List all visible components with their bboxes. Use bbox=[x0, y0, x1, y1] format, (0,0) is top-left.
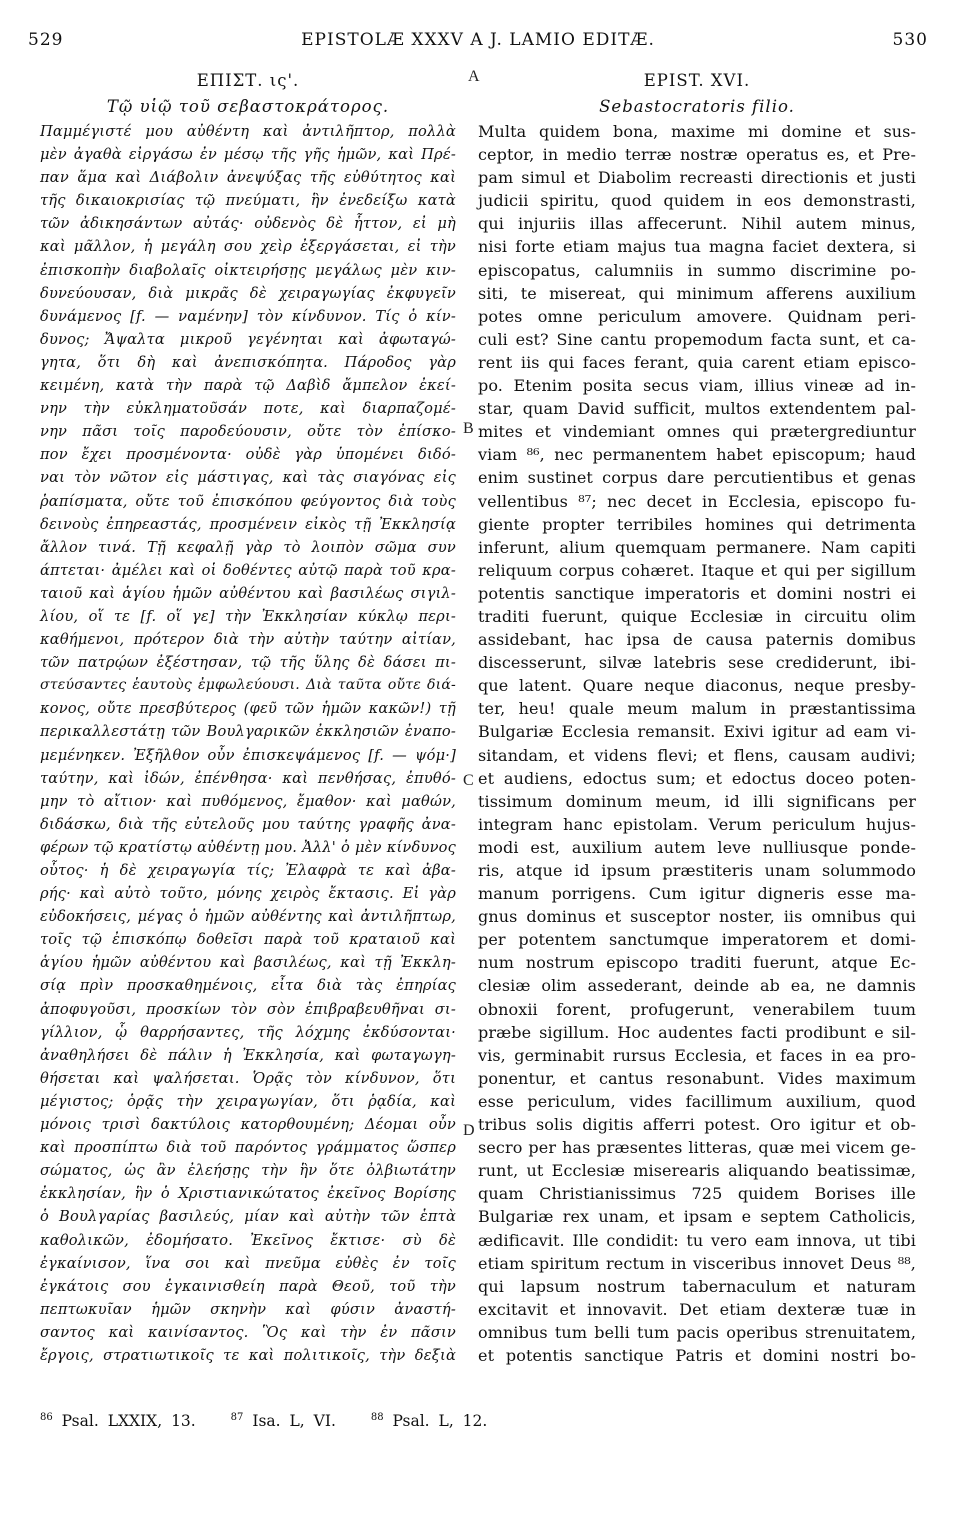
footnote-87 bbox=[231, 1412, 336, 1430]
latin-text-line: Multa quidem bona, maxime mi domine et sus- bbox=[478, 122, 916, 141]
latin-text-line: manum porrigens. Cum igitur digneris esse ma- bbox=[478, 884, 916, 904]
greek-text-line: ἐκκλησίαν, ἣν ὁ Χριστιανικώτατος ἐκεῖνος Βορίσης bbox=[40, 1185, 456, 1203]
greek-text-line: κειμένη, κατὰ τὴν παρὰ τῷ Δαβὶδ ἄμπελον ἐκεί- bbox=[40, 377, 456, 395]
latin-text-line: episcopatus, calumniis in summo discrimine po- bbox=[478, 260, 916, 280]
greek-text-line: μην τὸ αἴτιον· καὶ πυθόμενος, ἔμαθον· καὶ μαθών, bbox=[40, 792, 456, 810]
latin-text-line: Bulgariæ Ecclesia remansit. Exivi igitur ad eam vi- bbox=[478, 722, 916, 742]
latin-text-line: siti, te misereat, qui minimum afferens auxilium bbox=[478, 283, 916, 303]
latin-text-line: potes omne periculum amovere. Quidnam peri- bbox=[478, 306, 916, 326]
latin-text-line: integram hanc epistolam. Verum periculum hujus- bbox=[478, 814, 916, 834]
greek-text-line: παν ἅμα καὶ Διάβολιν ἀνεψύξας τῆς εὐθύτητος καὶ bbox=[40, 169, 456, 187]
latin-text-line: num nostrum episcopo traditi fuerunt, atque Ec- bbox=[478, 953, 916, 973]
greek-text-line: οὗτος· ἡ δὲ χειραγωγία τίς; Ἐλαφρὰ τε καὶ ἀβα- bbox=[40, 862, 456, 879]
latin-text-line: potentis sanctique imperatoris et domini nostri ei bbox=[478, 583, 916, 603]
greek-epistle-heading: ΕΠΙΣΤ. ις'. bbox=[196, 71, 300, 90]
greek-text-line: ἀναθηλήσει δὲ πάλιν ἡ Ἐκκλησία, καὶ φωταγωγη- bbox=[40, 1046, 456, 1064]
footnote-number: 87 bbox=[230, 1412, 244, 1423]
latin-text-line: rent iis qui faces ferant, quia carent etiam episco- bbox=[478, 352, 916, 372]
greek-text-line: καθήμενοι, πρότερον διὰ τὴν αὐτὴν ταύτην αἰτίαν, bbox=[40, 631, 456, 649]
latin-text-line: clesiæ olim assederant, deinde ab ea, ne damnis bbox=[478, 976, 916, 996]
latin-text-line: star, quam David sufficit, multos extendentem pal- bbox=[478, 399, 916, 419]
greek-text-line: ταύτην, καὶ ἰδών, ἐπένθησα· καὶ πενθήσας, ἐπυθό- bbox=[40, 769, 456, 787]
footnote-86 bbox=[40, 1412, 196, 1430]
greek-text-line: καθολικῶν, ἐδομήσατο. Ἐκεῖνος ἔκτισε· σὺ δὲ bbox=[40, 1231, 456, 1249]
greek-text-line: Παμμέγιστέ μου αὐθέντη καὶ ἀντιλῆπτορ, πολλὰ bbox=[40, 123, 456, 140]
latin-column bbox=[478, 68, 916, 1367]
greek-text-line: ναι τὸν νῶτον εἰς μάστιγας, καὶ τὰς σιαγόνας εἰς bbox=[40, 469, 456, 487]
latin-text-line: quam Christianissimus 725 quidem Borises ille bbox=[478, 1184, 916, 1204]
latin-epistle-address: Sebastocratoris filio. bbox=[599, 97, 795, 116]
latin-text-line: assidebant, hac ipsa de causa paternis domibus bbox=[478, 630, 916, 650]
greek-epistle-address: Τῷ υἱῷ τοῦ σεβαστοκράτορος. bbox=[106, 97, 390, 116]
greek-text-body bbox=[40, 120, 456, 1367]
footnote-text: Isa. L, VI. bbox=[252, 1412, 336, 1431]
greek-text-line: περικαλλεστάτῃ τῶν Βουλγαρικῶν ἐκκλησιῶν ἐναπο- bbox=[40, 723, 456, 741]
greek-text-line: καὶ προσπίπτω διὰ τοῦ παρόντος γράμματος ὥσπερ bbox=[40, 1139, 456, 1157]
latin-text-line: enim sustinet corpus dare percutientibus et genas bbox=[478, 468, 916, 488]
footnote-number: 88 bbox=[370, 1412, 384, 1423]
greek-text-line: ἁγίου ἡμῶν αὐθέντου καὶ βασιλέως, καὶ τῇ Ἐκκλη- bbox=[40, 954, 456, 972]
running-title: EPISTOLÆ XXXV A J. LAMIO EDITÆ. bbox=[301, 30, 655, 50]
greek-text-line: ὁ Βουλγαρίας βασιλεύς, μίαν καὶ αὐτὴν τῶν ἑπτὰ bbox=[40, 1208, 456, 1226]
latin-text-line: qui injuriis illas affecerunt. Nihil autem minus, bbox=[478, 214, 916, 234]
greek-text-line: μέγιστος; ὁρᾷς τὴν χειραγωγίαν, ὅτι ῥᾳδία, καὶ bbox=[40, 1092, 456, 1110]
greek-text-line: τοῖς τῷ ἐπισκόπῳ δοθεῖσι παρὰ τοῦ κραταιοῦ καὶ bbox=[40, 931, 456, 949]
greek-text-line: νην πᾶσι τοῖς παροδεύουσιν, οὔτε τὸν ἐπίσκο- bbox=[40, 423, 456, 441]
latin-text-line: tribus solis digitis afferri potest. Oro igitur et ob- bbox=[478, 1115, 916, 1135]
latin-text-line: modi est, auxilium autem leve nulliusque ponde- bbox=[478, 837, 916, 857]
greek-text-line: ἄλλον τινά. Τῇ κεφαλῇ γὰρ τὸ λοιπὸν σῶμα συν bbox=[40, 538, 456, 556]
latin-text-line: Bulgariæ rex unam, et ipsam e septem Catholicis, bbox=[478, 1207, 916, 1227]
latin-epistle-heading: EPIST. XVI. bbox=[643, 71, 751, 90]
section-marker-d: D bbox=[463, 1122, 475, 1139]
latin-text-line: per potentem sanctumque imperatorem et domi- bbox=[478, 930, 916, 950]
greek-text-line: ἀποφυγοῦσι, προσκίων τὸν σὸν ἐπιβραβευθῆναι σι- bbox=[40, 1000, 456, 1018]
latin-text-line: ris, atque id ipsum præstiteris unam solummodo bbox=[478, 861, 916, 880]
greek-text-line: μὲν ἀγαθὰ εἰργάσω ἐν μέσῳ τῆς γῆς ἡμῶν, καὶ Πρέ- bbox=[40, 146, 456, 164]
greek-text-line: στεύσαντες ἑαυτοὺς ἐμφωλεύουσι. Διὰ ταῦτα οὔτε διά- bbox=[40, 677, 456, 694]
latin-text-line: po. Etenim posita secus viam, illius vineæ ad in- bbox=[478, 376, 916, 396]
footnote-number: 86 bbox=[40, 1412, 53, 1423]
latin-text-line: traditi fuerunt, quique Ecclesiæ in circuitu olim bbox=[478, 606, 916, 626]
latin-text-line: ter, heu! quale meum malum in præstantissima bbox=[478, 699, 916, 719]
greek-text-line: γίλλιον, ᾧ θαρρήσαντες, τῆς λόχμης ἐκδύσονται· bbox=[40, 1023, 456, 1041]
latin-text-line: et potentis sanctique Patris et domini nostri bo- bbox=[478, 1345, 916, 1365]
latin-text-line: nisi forte etiam majus tua magna faciet dextera, si bbox=[478, 237, 916, 257]
greek-column bbox=[40, 68, 456, 1367]
latin-text-line: que latent. Quare neque diaconus, neque presby- bbox=[478, 676, 916, 696]
page-number-left: 529 bbox=[28, 30, 64, 50]
footnotes bbox=[40, 1412, 916, 1430]
latin-text-line: pam simul et Diabolim recreasti directionis et justi bbox=[478, 168, 916, 188]
greek-text-line: ρής· καὶ αὐτὸ τοῦτο, μόνης χειρὸς ἔκτασις. Εἰ γὰρ bbox=[40, 885, 456, 903]
latin-text-line: esse periculum, vides facillimum auxilium, quod bbox=[478, 1091, 916, 1111]
greek-text-line: νην τὴν εὐκληματοῦσάν ποτε, καὶ διαρπαζομέ- bbox=[40, 400, 456, 418]
greek-text-line: μεμένηκεν. Ἐξῆλθον οὖν ἐπισκεψάμενος [f. — ψόμ·] bbox=[40, 746, 456, 764]
greek-text-line: σώματος, ὡς ἂν ἐλεήσῃς τὴν ἣν ὅτε ὀλβιωτάτην bbox=[40, 1162, 456, 1180]
greek-text-line: φέρων τῷ κρατίστῳ αὐθέντῃ μου. Ἀλλ' ὁ μὲν κίνδυνος bbox=[40, 838, 456, 856]
greek-text-line: μόνοις τρισὶ δακτύλοις κατορθουμένη; Δέομαι οὖν bbox=[40, 1116, 456, 1134]
greek-text-line: σίᾳ πρὶν προσκαθημένοις, εἶτα διὰ τὰς ἐπηρίας bbox=[40, 977, 456, 995]
latin-text-line: giente propter terribiles homines qui detrimenta bbox=[478, 514, 916, 534]
latin-text-line: qui lapsum nostrum tabernaculum et naturam bbox=[478, 1276, 916, 1296]
greek-text-line: σαντος καὶ καινίσαντος. Ὃς καὶ τὴν ἐν πᾶσιν bbox=[40, 1323, 456, 1341]
greek-text-line: καὶ μᾶλλον, ἡ μεγάλη σου χεὶρ ἐξεργάσεται, εἰ τὴν bbox=[40, 238, 456, 256]
greek-text-line: ῥαπίσματα, οὔτε τοῦ ἐπισκόπου φεύγοντος διὰ τοὺς bbox=[40, 492, 456, 510]
latin-text-line: vis, germinabit rursus Ecclesia, et faces in ea pro- bbox=[478, 1045, 916, 1065]
section-marker-c: C bbox=[463, 772, 474, 789]
greek-text-line: τῆς δικαιοκρισίας τῷ πνεύματι, ἣν ἐνεδείξω κατὰ bbox=[40, 192, 456, 210]
greek-text-line: δυνος; Ἄψαλτα μικροῦ γεγένηται καὶ ἀφωταγώ- bbox=[40, 330, 456, 348]
page-number-right: 530 bbox=[892, 30, 928, 50]
latin-text-line: judicii spiritu, quod quidem in eos demonstrasti, bbox=[478, 191, 916, 211]
latin-text-line: omnibus tum belli tum pacis operibus strenuitatem, bbox=[478, 1322, 916, 1342]
latin-text-line: excitavit et innovavit. Det etiam dexteræ tuæ in bbox=[478, 1299, 916, 1319]
latin-text-line: viam ⁸⁶, nec permanentem habet episcopum; haud bbox=[478, 445, 916, 465]
latin-text-line: culi est? Sine cantu propemodum facta sunt, et ca- bbox=[478, 329, 916, 349]
running-header bbox=[28, 30, 928, 56]
section-marker-a: A bbox=[468, 68, 480, 85]
latin-text-line: ponentur, et cantus resonabunt. Vides maximum bbox=[478, 1068, 916, 1088]
greek-text-line: λίου, οἵ τε [f. οἵ γε] τὴν Ἐκκλησίαν κύκλῳ περι- bbox=[40, 607, 456, 625]
greek-text-line: πεπτωκυῖαν ἡμῶν σκηνὴν καὶ φύσιν ἀναστή- bbox=[40, 1300, 456, 1318]
latin-text-line: gnus dominus et susceptor noster, iis omnibus qui bbox=[478, 907, 916, 927]
greek-text-line: πον ἔχει προσμένοντα· οὐδὲ γὰρ ὑπομένει διδό- bbox=[40, 446, 456, 464]
latin-text-line: tissimum dominum meum, id illi significans per bbox=[478, 791, 916, 811]
latin-text-line: mites et vindemiant omnes qui prætergrediuntur bbox=[478, 422, 916, 442]
latin-text-line: ceptor, in medio terræ nostræ operatus es, et Pre- bbox=[478, 145, 916, 165]
latin-text-line: sitandam, et videns flevi; et flens, causam audivi; bbox=[478, 745, 916, 765]
greek-text-line: δυνάμενος [f. — ναμένην] τὸν κίνδυνον. Τίς ὁ κίν- bbox=[40, 307, 456, 325]
latin-text-line: et audiens, edoctus sum; et edoctus doceo poten- bbox=[478, 768, 916, 788]
footnote-text: Psal. L, 12. bbox=[392, 1412, 488, 1431]
footnote-88 bbox=[371, 1412, 488, 1430]
greek-text-line: ἐγκάτοις σου ἐγκαινισθείη παρὰ Θεοῦ, τοῦ τὴν bbox=[40, 1277, 456, 1295]
greek-text-line: κονος, οὔτε πρεσβύτερος (φεῦ τῶν ἡμῶν κακῶν!) τῇ bbox=[40, 700, 456, 718]
latin-text-line: inferunt, alium quemquam permanere. Nam capiti bbox=[478, 537, 916, 557]
latin-text-line: reliquum corpus cohæret. Itaque et qui per sigillum bbox=[478, 560, 916, 580]
latin-text-line: ædificavit. Ille condidit: tu vero eam innova, ut tibi bbox=[478, 1230, 916, 1250]
greek-text-line: θήσεται καὶ ψαλήσεται. Ὁρᾷς τὸν κίνδυνον, ὅτι bbox=[40, 1069, 456, 1087]
greek-text-line: διδάσκω, διὰ τῆς εὐτελοῦς μου ταύτης γραφῆς ἀνα- bbox=[40, 815, 456, 833]
latin-text-body bbox=[478, 120, 916, 1367]
latin-text-line: runt, ut Ecclesiæ miserearis aliquando beatissimæ, bbox=[478, 1161, 916, 1181]
latin-text-line: discesserunt, silvæ latebris sese crediderunt, ibi- bbox=[478, 653, 916, 673]
latin-text-line: etiam spiritum rectum in visceribus innovet Deus ⁸⁸, bbox=[478, 1253, 916, 1273]
latin-text-line: vellentibus ⁸⁷; nec decet in Ecclesia, episcopo fu- bbox=[478, 491, 916, 511]
latin-text-line: obnoxii forent, profugerunt, venerabilem tuum bbox=[478, 999, 916, 1019]
greek-text-line: δυνεύουσαν, διὰ μικρᾶς δὲ χειραγωγίας ἐκφυγεῖν bbox=[40, 284, 456, 302]
greek-text-line: τῶν ἀδικησάντων αὐτάς· οὐδενὸς δὲ ἧττον, εἰ μὴ bbox=[40, 215, 456, 233]
latin-text-line: secro per has præsentes litteras, quæ mei vicem ge- bbox=[478, 1138, 916, 1158]
greek-text-line: γητα, ὅτι δὴ καὶ ἀνεπισκόπητα. Πάροδος γὰρ bbox=[40, 353, 456, 371]
greek-text-line: τῶν πατρῴων ἐξέστησαν, τῷ τῆς ὕλης δὲ δάσει πι- bbox=[40, 654, 456, 672]
greek-text-line: ἐγκαίνισον, ἵνα σοι καὶ πνεῦμα εὐθὲς ἐν τοῖς bbox=[40, 1254, 456, 1272]
footnote-text: Psal. LXXIX, 13. bbox=[61, 1412, 196, 1431]
greek-text-line: δεινοὺς ἐπηρεαστάς, προσμένειν εἰκὸς τῇ Ἐκκλησίᾳ bbox=[40, 515, 456, 533]
section-marker-b: B bbox=[463, 420, 474, 437]
greek-text-line: ἔργοις, στρατιωτικοῖς τε καὶ πολιτικοῖς, τὴν δεξιὰ bbox=[40, 1346, 456, 1364]
greek-text-line: εὐδοκήσεις, μέγας ὁ ἡμῶν αὐθέντης καὶ ἀντιλῆπτωρ, bbox=[40, 908, 456, 926]
greek-text-line: ἐπισκοπὴν διαβολαῖς οἰκτειρήσῃς μεγάλως μὲν κιν- bbox=[40, 261, 456, 279]
latin-text-line: præbe sigillum. Hoc audentes facti prodibunt e sil- bbox=[478, 1022, 916, 1042]
greek-text-line: άπτεται· ἀμέλει καὶ οἱ δοθέντες αὐτῷ παρὰ τοῦ κρα- bbox=[40, 561, 456, 579]
greek-text-line: ταιοῦ καὶ ἁγίου ἡμῶν αὐθέντου καὶ βασιλέως σιγιλ- bbox=[40, 584, 456, 602]
